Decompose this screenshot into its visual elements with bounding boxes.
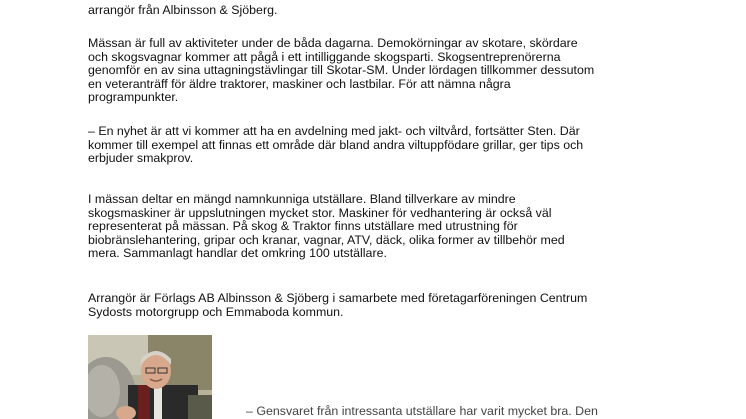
organizer-paragraph — [88, 292, 728, 319]
text-line: Mässan är full av aktiviteter under de båda dagarna. Demokörningar av skotare, skördare — [88, 36, 578, 50]
quote-text: – Gensvaret från intressanta utställare har varit mycket bra. Den — [246, 404, 598, 418]
text-line: biobränslehantering, gripar och kranar, vagnar, ATV, däck, olika former av tillbehör med — [88, 232, 565, 247]
exhibitors-paragraph — [88, 193, 728, 261]
portrait-image — [88, 335, 212, 419]
intro-line: arrangör från Albinsson & Sjöberg. — [88, 3, 278, 17]
text-line: genomför en av sina uttagningstävlingar till Skotar-SM. Under lördagen tillkommer dessutom — [88, 63, 595, 78]
text-line: I mässan deltar en mängd namnkunniga utställare. Bland tillverkare av mindre — [88, 192, 516, 206]
text-line: Arrangör är Förlags AB Albinsson & Sjöberg i samarbete med företagarföreningen Centrum — [88, 291, 588, 305]
text-line: skogsmaskiner är uppslutningen mycket stor. Maskiner för vedhantering är också väl — [88, 205, 552, 220]
text-line: Sydosts motorgrupp och Emmaboda kommun. — [88, 304, 344, 319]
portrait-photo — [88, 335, 212, 419]
text-line: – En nyhet är att vi kommer att ha en avdelning med jakt- och viltvård, fortsätter Sten. Där — [88, 124, 580, 138]
text-line: erbjuder smakprov. — [88, 151, 194, 166]
text-line: kommer till exempel att finnas ett område där bland andra viltuppfödare grillar, ger tips och — [88, 137, 584, 152]
intro-paragraph-end — [88, 4, 728, 18]
text-line: programpunkter. — [88, 90, 179, 105]
activities-paragraph — [88, 37, 728, 105]
hunting-paragraph — [88, 125, 728, 166]
text-line: mera. Sammanlagt handlar det omkring 100 utställare. — [88, 246, 387, 261]
text-line: en veteranträff för äldre traktorer, maskiner och lastbilar. För att nämna några — [88, 76, 511, 91]
text-line: och skogsvagnar kommer att pågå i ett intilliggande skogsparti. Skogsentreprenörerna — [88, 49, 561, 64]
text-line: representerat på mässan. På skog & Traktor finns utställare med utrustning för — [88, 219, 518, 234]
